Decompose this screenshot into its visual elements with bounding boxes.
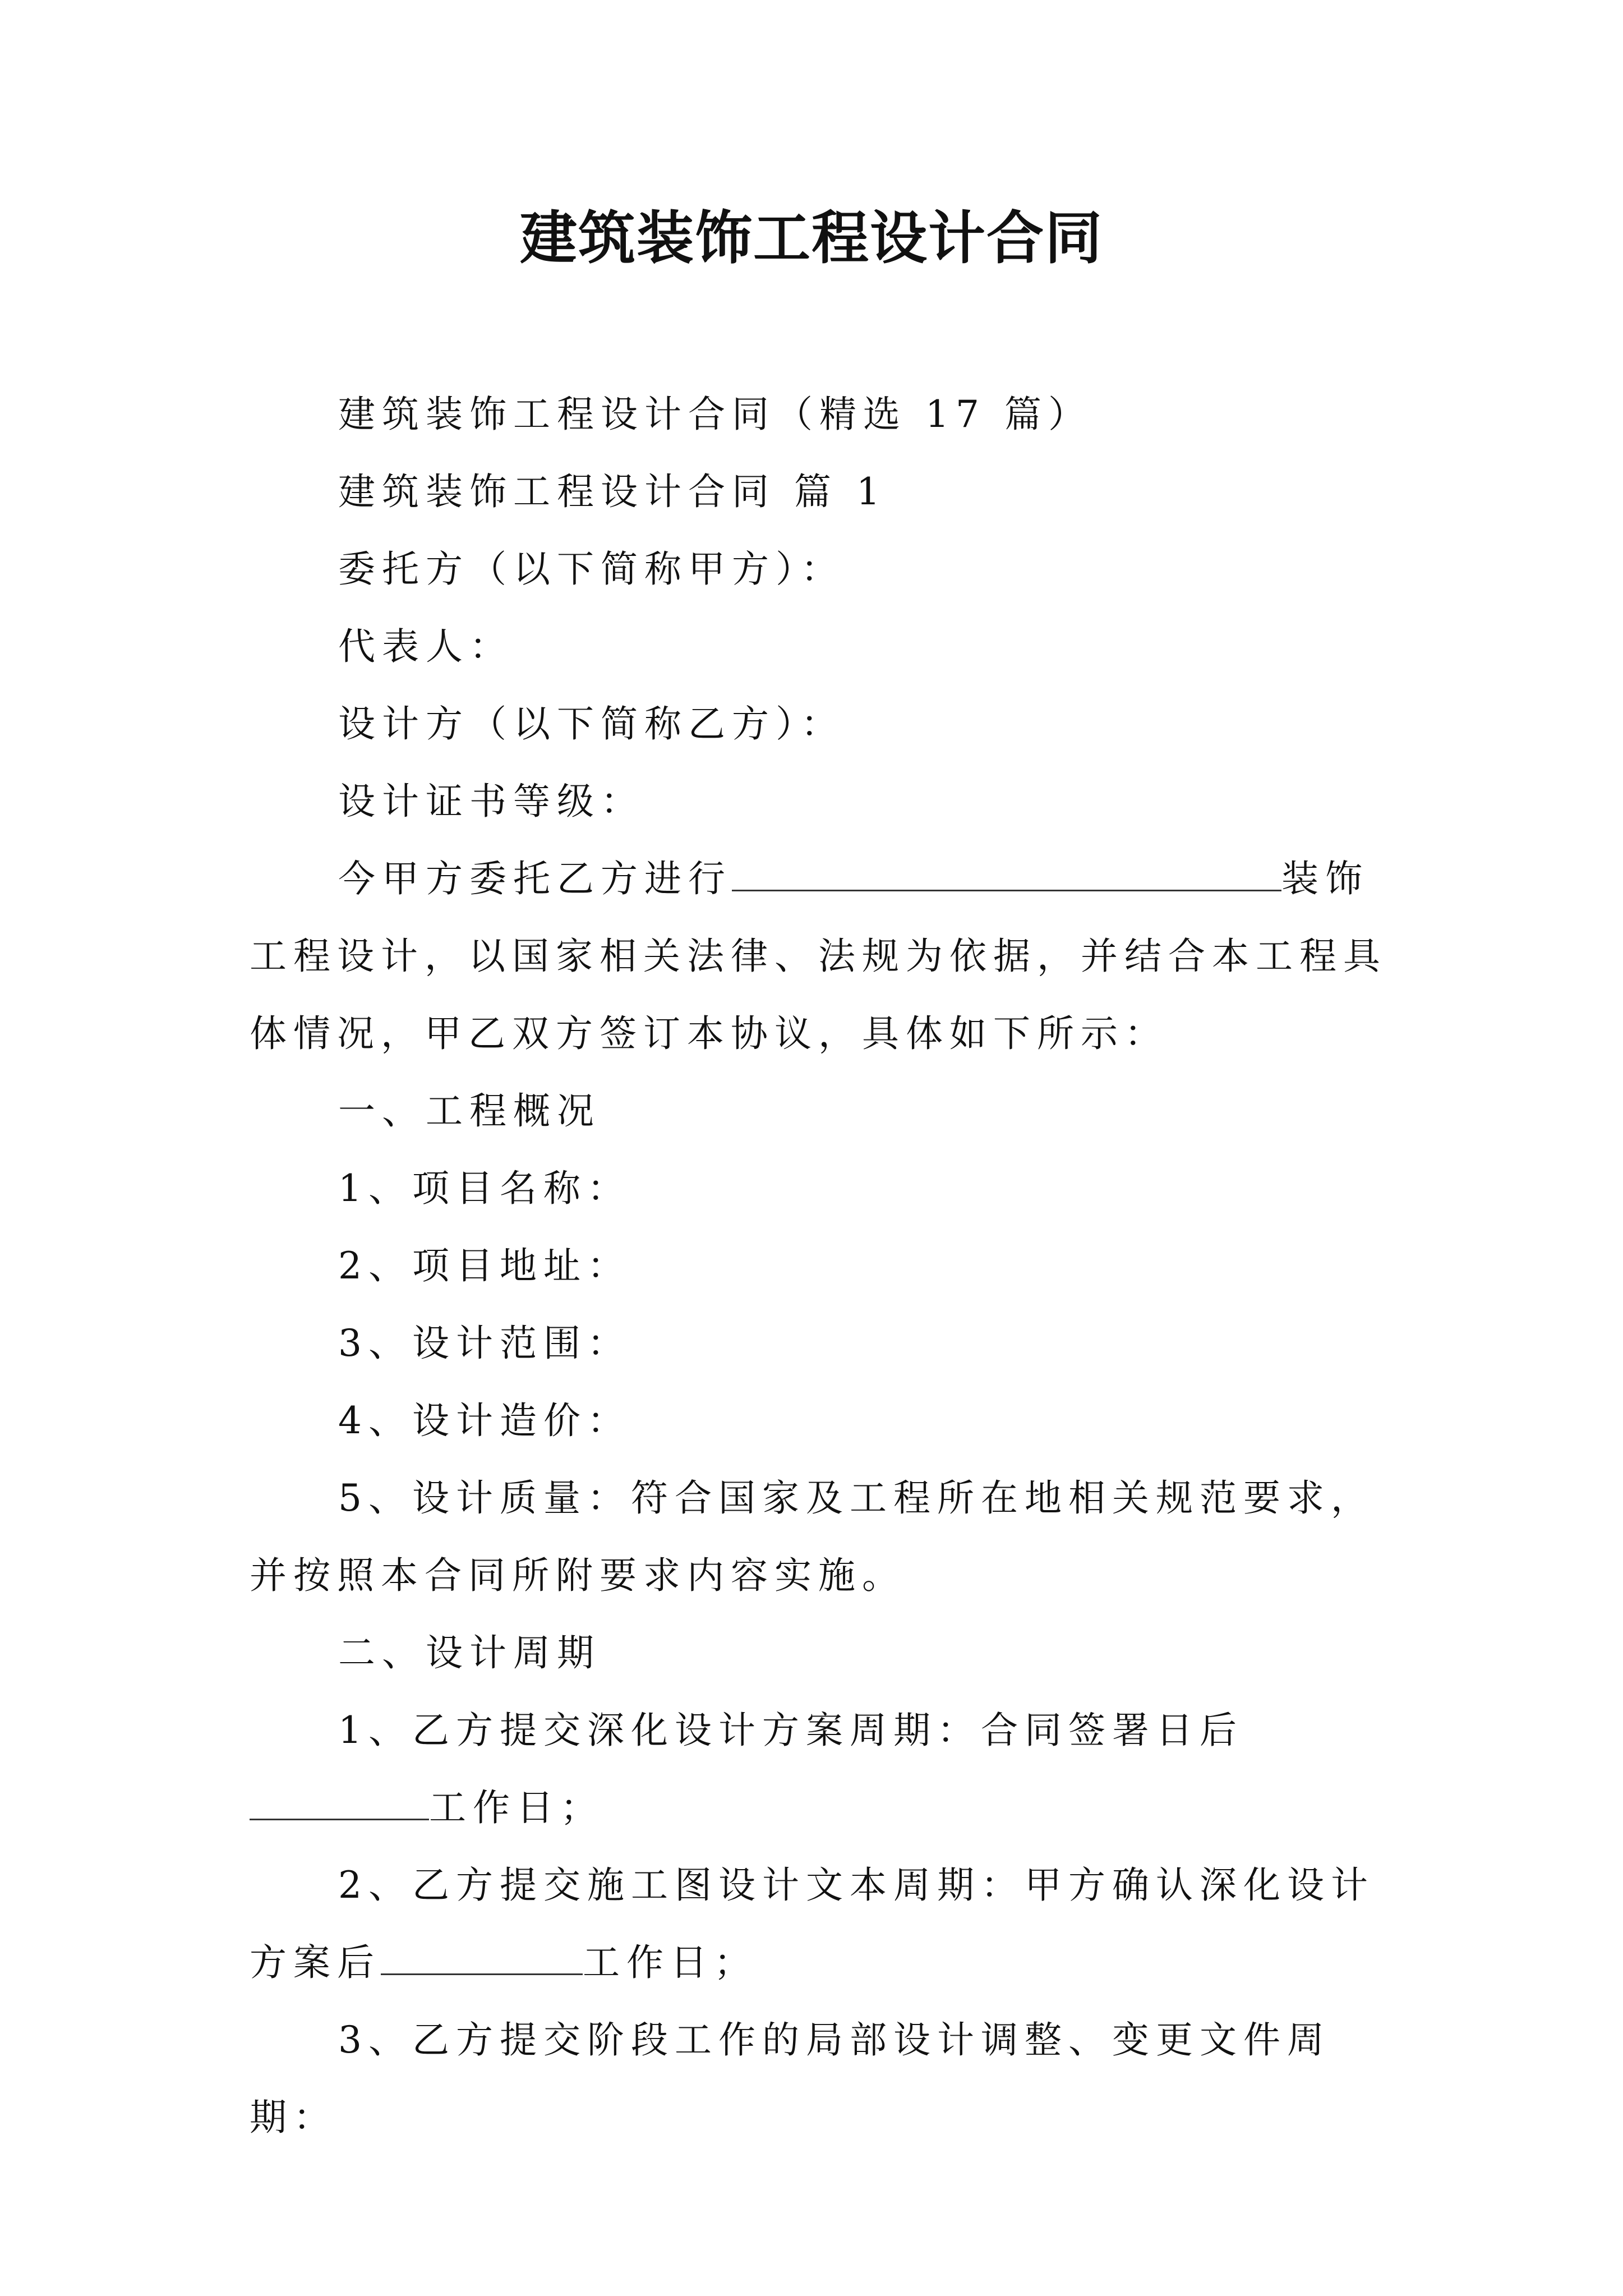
- document-body: [250, 376, 1399, 2156]
- item-project-address: 2、项目地址：: [338, 1244, 631, 1287]
- document-title: 建筑装饰工程设计合同: [520, 205, 1103, 272]
- section-period-heading: 二、设计周期: [338, 1631, 601, 1674]
- period-item-2-text: 2、乙方提交施工图设计文本周期：甲方确认深化设计方案后: [250, 1864, 1375, 1984]
- period-item-1-text: 1、乙方提交深化设计方案周期：合同签署日后: [338, 1709, 1243, 1752]
- entrust-paragraph: [250, 840, 1399, 1073]
- item-design-cost: 4、设计造价：: [338, 1399, 631, 1442]
- project-name-blank: [732, 856, 1281, 891]
- item-design-scope: 3、设计范围：: [338, 1322, 631, 1365]
- entrust-text-start: 今甲方委托乙方进行: [338, 857, 732, 900]
- days-blank-1: [250, 1785, 429, 1820]
- section-heading-1: 建筑装饰工程设计合同 篇 1: [338, 470, 887, 513]
- certificate-level-line: 设计证书等级：: [338, 780, 644, 823]
- period-item-2-unit: 工作日；: [583, 1941, 758, 1984]
- days-blank-2: [381, 1940, 583, 1975]
- period-item-1: [250, 1692, 1399, 1847]
- section-overview-heading: 一、工程概况: [338, 1089, 601, 1133]
- entrust-text-end: 装饰工程设计，以国家相关法律、法规为依据，并结合本工程具体情况，甲乙双方签订本协议，具体如下所示：: [250, 857, 1387, 1055]
- party-b-line: 设计方（以下简称乙方）：: [338, 702, 845, 746]
- period-item-2: [250, 1847, 1399, 2001]
- period-item-3: 3、乙方提交阶段工作的局部设计调整、变更文件周期：: [250, 2018, 1331, 2139]
- item-project-name: 1、项目名称：: [338, 1167, 631, 1210]
- item-design-quality: 5、设计质量：符合国家及工程所在地相关规范要求，并按照本合同所附要求内容实施。: [250, 1476, 1375, 1597]
- subtitle-line: 建筑装饰工程设计合同（精选 17 篇）: [338, 393, 1092, 436]
- representative-line: 代表人：: [338, 625, 513, 668]
- party-a-line: 委托方（以下简称甲方）：: [338, 547, 845, 591]
- period-item-1-unit: 工作日；: [429, 1786, 604, 1829]
